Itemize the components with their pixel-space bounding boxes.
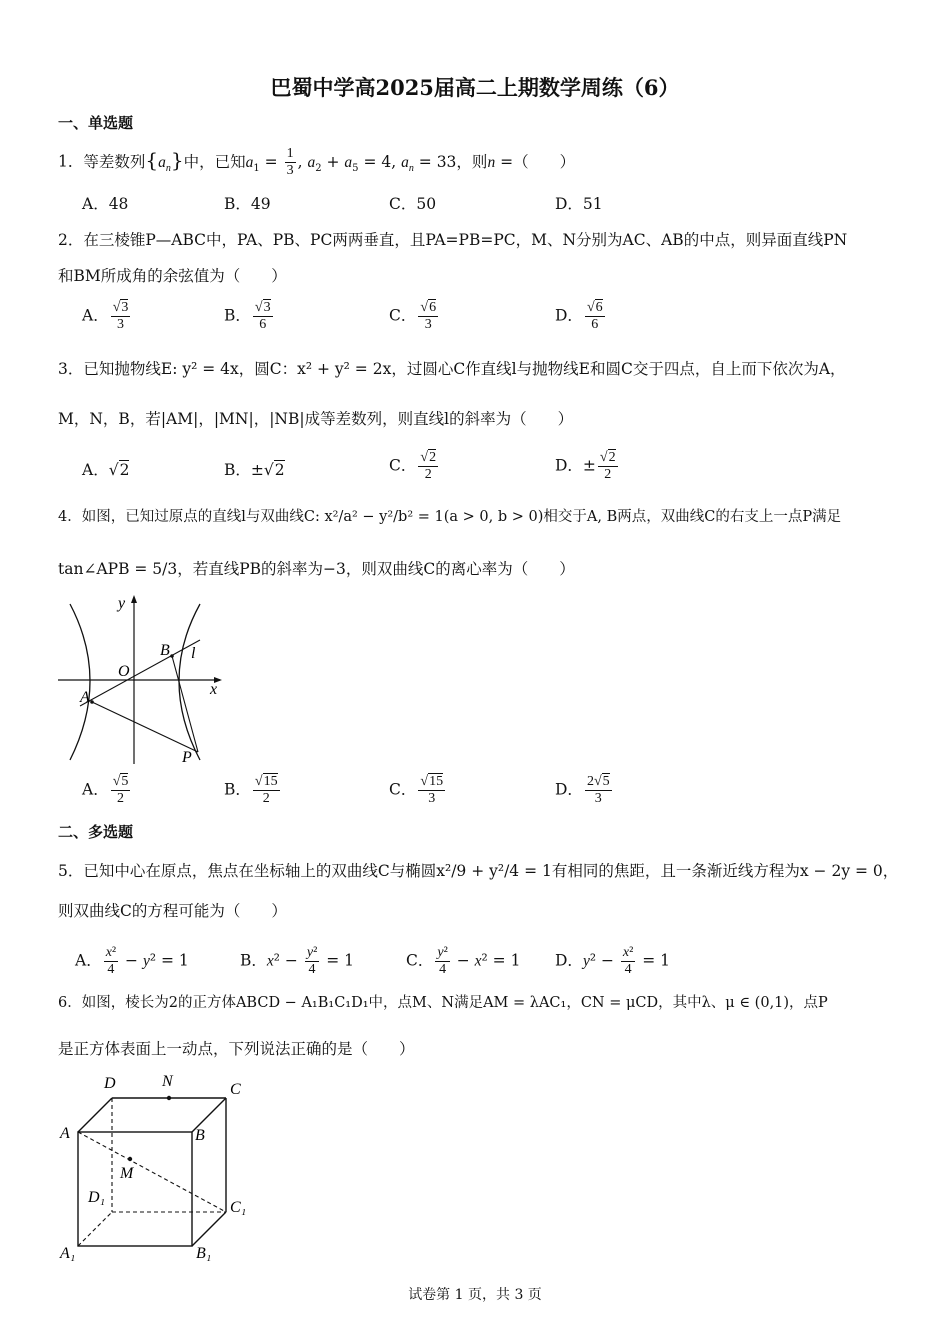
point-a [90,700,94,704]
hyperbola-left-branch [70,604,90,760]
edge-ad [78,1098,112,1132]
label-a1: A₁ [60,1245,76,1262]
label-c1: C₁ [230,1199,247,1216]
label-n: N [162,1073,173,1090]
label-o: O [118,663,130,680]
section-heading-single-choice: 一、单选题 [58,114,134,132]
question-1 [58,146,575,180]
q3-option-a: A．√2 [82,461,130,479]
label-c: C [230,1081,241,1098]
question-3-line-2: M，N，B，若|AM|，|MN|，|NB|成等差数列，则直线l的斜率为（ ） [58,410,574,428]
label-m: M [120,1165,134,1182]
question-number: 1． [58,152,84,171]
q3-option-d: D．± $\frac{√2}{2}$ [555,450,616,482]
hyperbola-right-branch [179,604,200,760]
q5-option-c: C． $\frac{\text{y²}}{4}$ − x² = 1 [406,945,521,977]
q3-option-b: B．±√2 [224,461,285,479]
q5-option-a: A． $\frac{\text{x²}}{4}$ − y² = 1 [75,945,189,977]
line-l [80,640,200,706]
question-5-line-2: 则双曲线C的方程可能为（ ） [58,902,287,920]
q1-option-b: B．49 [224,195,271,213]
q4-option-d: D． $\frac{2√5}{3}$ [555,774,610,806]
hyperbola-figure [58,592,238,767]
label-a: A [60,1125,70,1142]
q2-option-b: B． $\frac{√3}{6}$ [224,300,271,332]
q3-option-c: C． $\frac{√2}{2}$ [389,450,437,482]
label-a: A [80,689,90,706]
q4-option-b: B． $\frac{√15}{2}$ [224,774,278,806]
edge-b1c1 [192,1212,226,1246]
segment-pb [172,656,198,752]
label-d1: D₁ [88,1189,106,1206]
y-axis-arrow [131,595,137,603]
question-6-line-1: 6．如图，棱长为2的正方体ABCD − A₁B₁C₁D₁中，点M、N满足AM = λAC₁，CN = μCD，其中λ、μ ∈ (0,1)，点P [58,995,828,1011]
question-4-line-2: tan∠APB = 5/3，若直线PB的斜率为−3，则双曲线C的离心率为（ ） [58,560,575,578]
label-l: l [191,645,196,662]
q2-option-c: C． $\frac{√6}{3}$ [389,300,437,332]
edge-a1d1-hidden [78,1212,112,1246]
q4-option-c: C． $\frac{√15}{3}$ [389,774,444,806]
section-heading-multiple-choice: 二、多选题 [58,823,134,841]
q2-option-a: A． $\frac{√3}{3}$ [82,300,129,332]
point-b [170,654,174,658]
q1-option-d: D．51 [555,195,603,213]
label-b: B [195,1127,205,1144]
label-b1: B₁ [196,1245,212,1262]
point-m [128,1157,132,1161]
question-2-line-1: 2．在三棱锥P—ABC中，PA、PB、PC两两垂直，且PA=PB=PC，M、N分别为AC、AB的中点，则异面直线PN [58,231,848,249]
q2-option-d: D． $\frac{√6}{6}$ [555,300,603,332]
question-4-line-1: 4．如图，已知过原点的直线l与双曲线C: x²/a² − y²/b² = 1(a > 0, b > 0)相交于A, B两点，双曲线C的右支上一点P满足 [58,509,842,525]
q4-option-a: A． $\frac{√5}{2}$ [82,774,129,806]
page-footer: 试卷第 1 页，共 3 页 [408,1287,542,1303]
label-d: D [104,1075,116,1092]
label-p: P [182,749,192,766]
q5-option-d: D．y² − $\frac{\text{x²}}{4}$ = 1 [555,945,671,977]
q1-option-c: C．50 [389,195,437,213]
q5-option-b: B．x² − $\frac{\text{y²}}{4}$ = 1 [240,945,354,977]
point-n [167,1096,171,1100]
label-x: x [210,681,218,698]
question-3-line-1: 3．已知抛物线E: y² = 4x，圆C：x² + y² = 2x，过圆心C作直线l与抛物线E和圆C交于四点，自上而下依次为A， [58,360,846,378]
question-stem: 等差数列$\{a_n\}$中，已知$a_1$ = $\frac{1}{3}$ , $a_2 + a_5 = 4$, $a_n = 33$，则n =（ ） [83,146,576,178]
label-b: B [160,642,170,659]
question-5-line-1: 5．已知中心在原点，焦点在坐标轴上的双曲线C与椭圆x²/9 + y²/4 = 1有相同的焦距，且一条渐近线方程为x − 2y = 0， [58,862,899,880]
question-6-line-2: 是正方体表面上一动点，下列说法正确的是（ ） [58,1040,415,1058]
page-title: 巴蜀中学高2025届高二上期数学周练（6） [270,75,680,100]
q1-option-a: A．48 [82,195,129,213]
cube-figure [58,1068,258,1262]
label-y: y [118,595,126,612]
question-2-line-2: 和BM所成角的余弦值为（ ） [58,267,287,285]
